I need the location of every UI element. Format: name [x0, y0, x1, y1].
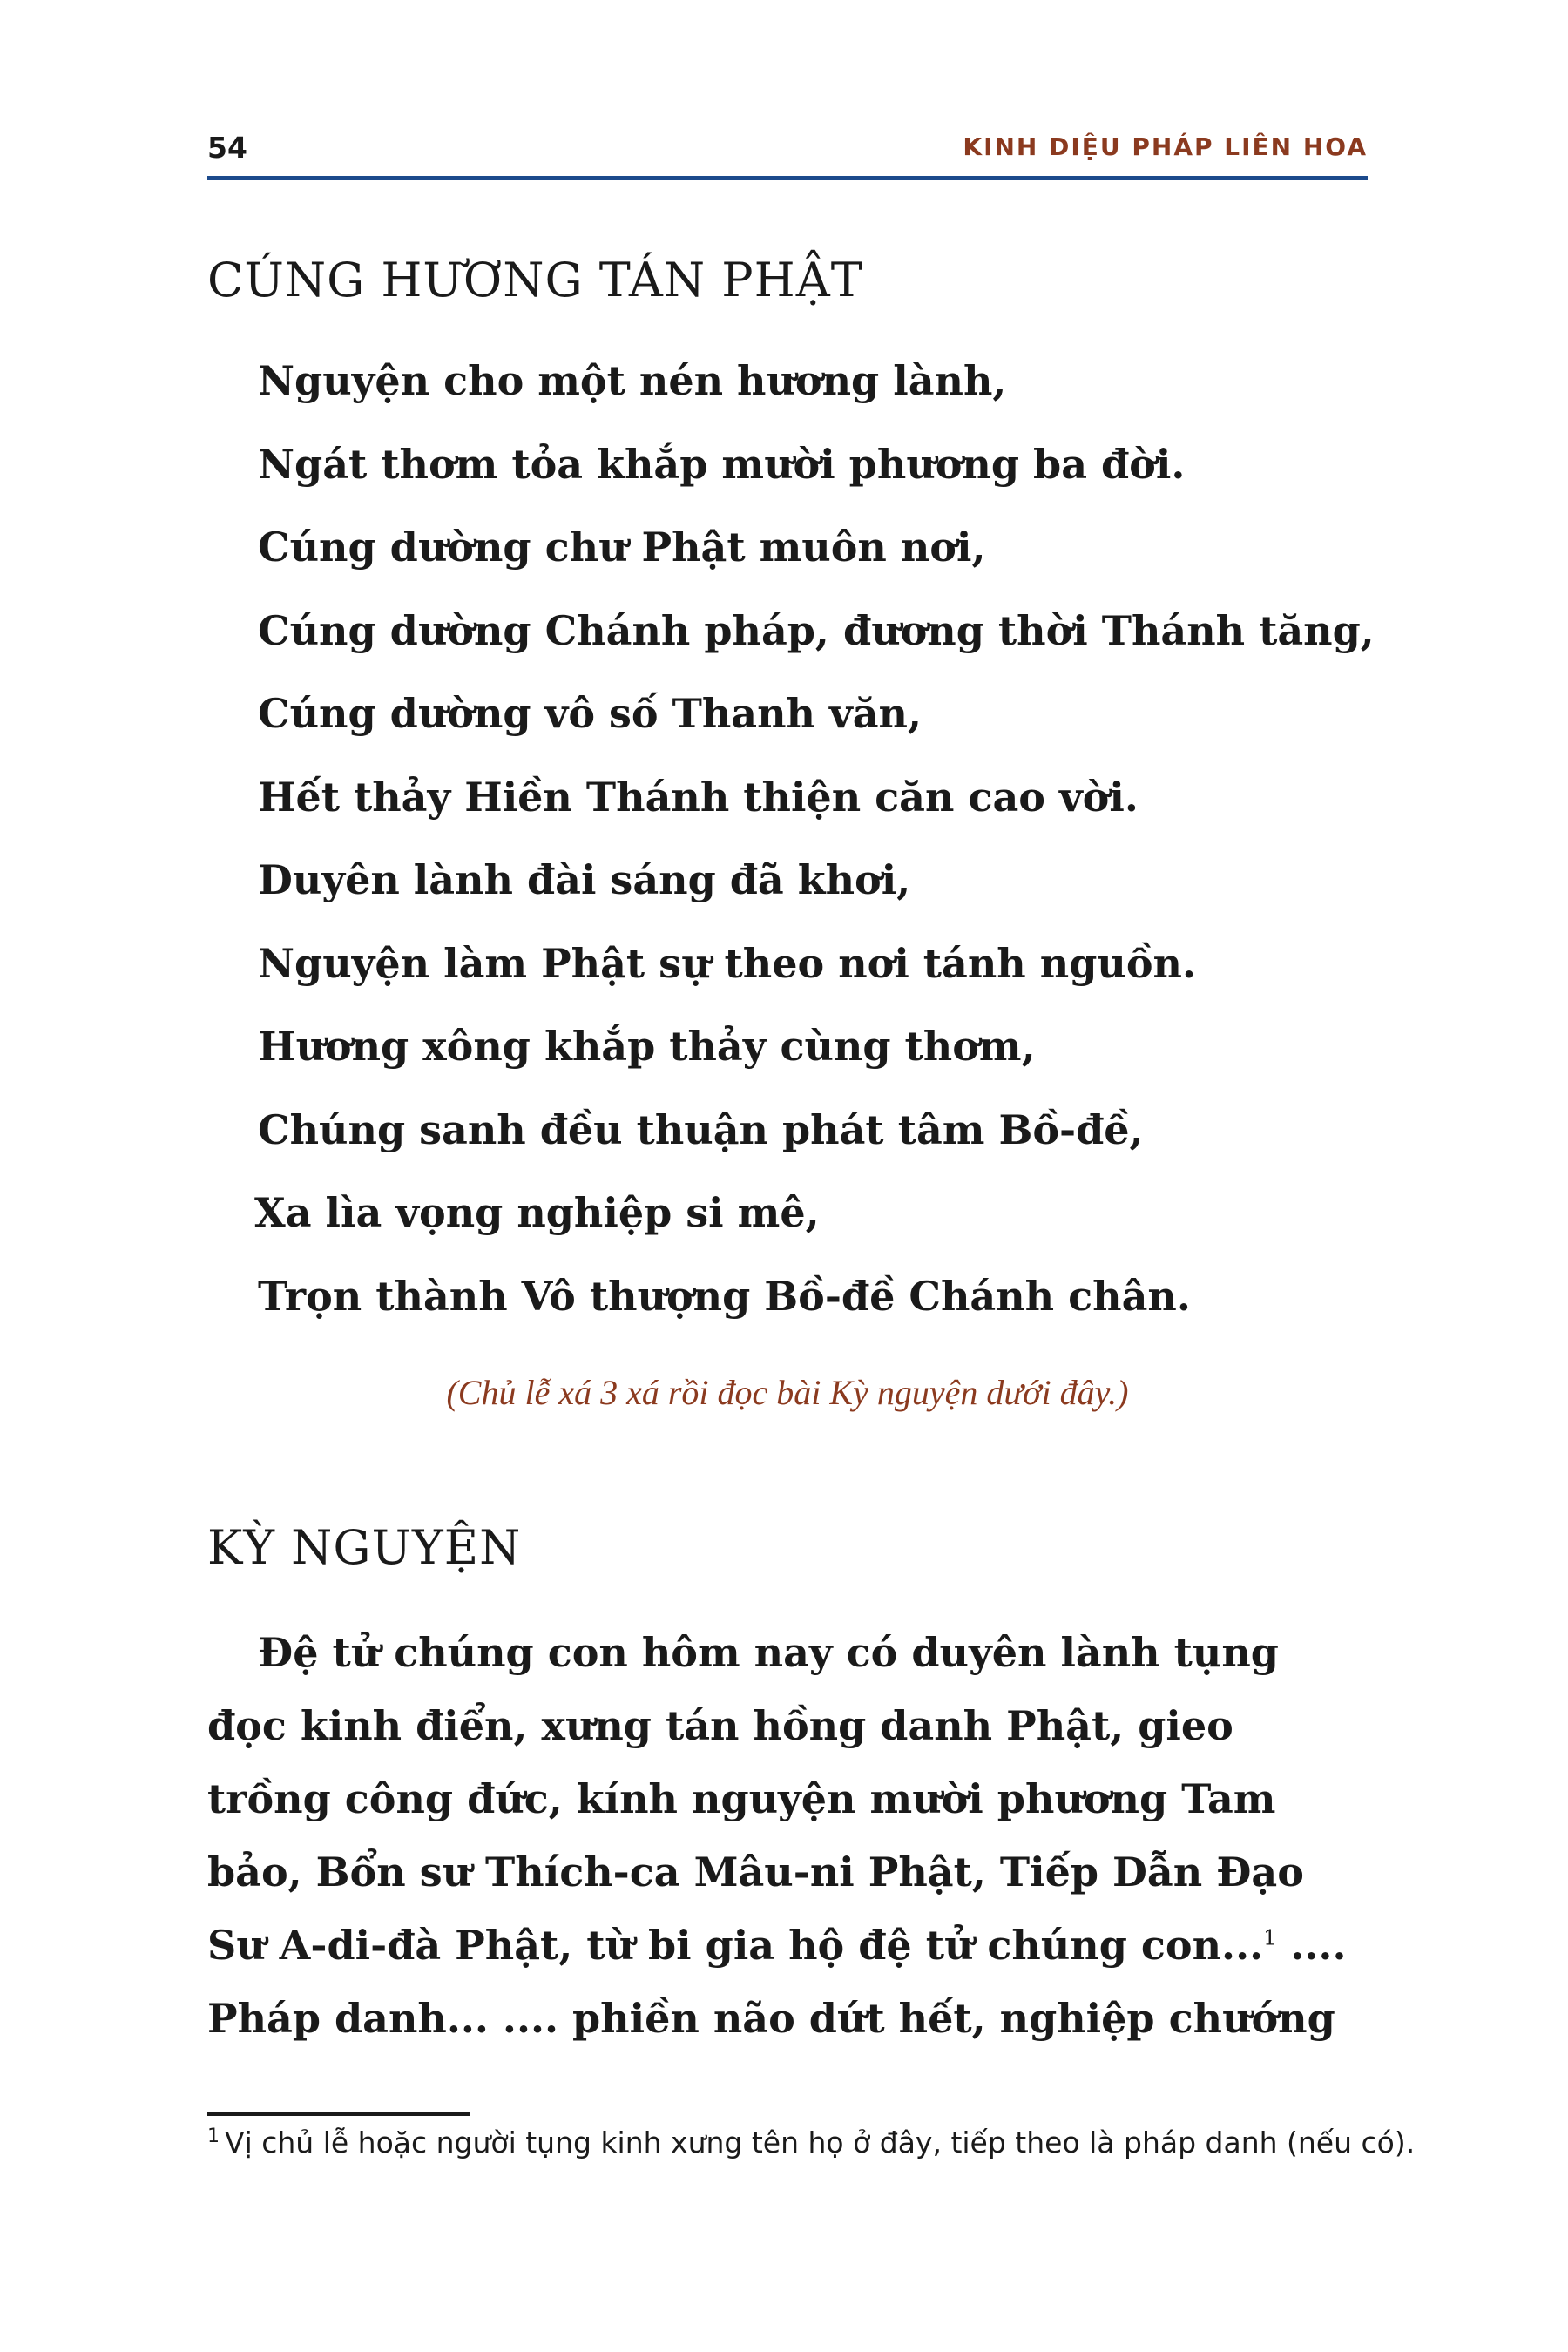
running-header	[207, 122, 1368, 180]
verse-line: Trọn thành Vô thượng Bồ-đề Chánh chân.	[258, 1272, 1191, 1320]
paragraph-line-text: Sư A-di-đà Phật, từ bi gia hộ đệ tử chúng con...	[207, 1922, 1264, 1969]
book-title: KINH DIỆU PHÁP LIÊN HOA	[963, 132, 1368, 161]
paragraph-line: Pháp danh... .... phiền não dứt hết, nghiệp chướng	[207, 1995, 1335, 2042]
footnote-mark: 1	[207, 2126, 220, 2147]
paragraph-line-tail: ....	[1276, 1922, 1347, 1969]
verse-line: Duyên lành đài sáng đã khơi,	[258, 856, 911, 903]
footnote-divider	[207, 2112, 470, 2116]
verse-block	[254, 340, 1375, 1338]
verse-line: Cúng dường Chánh pháp, đương thời Thánh tăng,	[258, 606, 1375, 654]
verse-line: Nguyện làm Phật sự theo nơi tánh nguồn.	[258, 939, 1196, 987]
section-title-cung-huong: CÚNG HƯƠNG TÁN PHẬT	[207, 253, 863, 308]
rubric-instruction: (Chủ lễ xá 3 xá rồi đọc bài Kỳ nguyện dưới đây.)	[446, 1373, 1129, 1412]
paragraph-line: đọc kinh điển, xưng tán hồng danh Phật, gieo	[207, 1702, 1233, 1749]
verse-line: Ngát thơm tỏa khắp mười phương ba đời.	[258, 440, 1186, 488]
paragraph-line	[207, 1909, 1375, 1982]
verse-line: Xa lìa vọng nghiệp si mê,	[254, 1189, 820, 1236]
page-number: 54	[207, 131, 247, 165]
verse-line: Hương xông khắp thảy cùng thơm,	[258, 1023, 1036, 1070]
paragraph-line: trồng công đức, kính nguyện mười phương Tam	[207, 1775, 1276, 1822]
verse-line: Cúng dường vô số Thanh văn,	[258, 690, 922, 737]
footnote-reference[interactable]: 1	[1263, 1925, 1277, 1950]
verse-line: Chúng sanh đều thuận phát tâm Bồ-đề,	[258, 1105, 1144, 1153]
verse-line: Cúng dường chư Phật muôn nơi,	[258, 524, 986, 571]
footnote-text: Vị chủ lễ hoặc người tụng kinh xưng tên họ ở đây, tiếp theo là pháp danh (nếu có).	[225, 2126, 1416, 2159]
verse-line: Hết thảy Hiền Thánh thiện căn cao vời.	[258, 773, 1139, 821]
prayer-paragraph	[207, 1616, 1375, 2055]
footnote	[207, 2126, 1415, 2159]
verse-line: Nguyện cho một nén hương lành,	[258, 357, 1007, 404]
paragraph-line: bảo, Bổn sư Thích-ca Mâu-ni Phật, Tiếp Dẫn Đạo	[207, 1848, 1304, 1896]
paragraph-line: Đệ tử chúng con hôm nay có duyên lành tụng	[258, 1629, 1279, 1676]
section-title-ky-nguyen: KỲ NGUYỆN	[207, 1520, 522, 1575]
